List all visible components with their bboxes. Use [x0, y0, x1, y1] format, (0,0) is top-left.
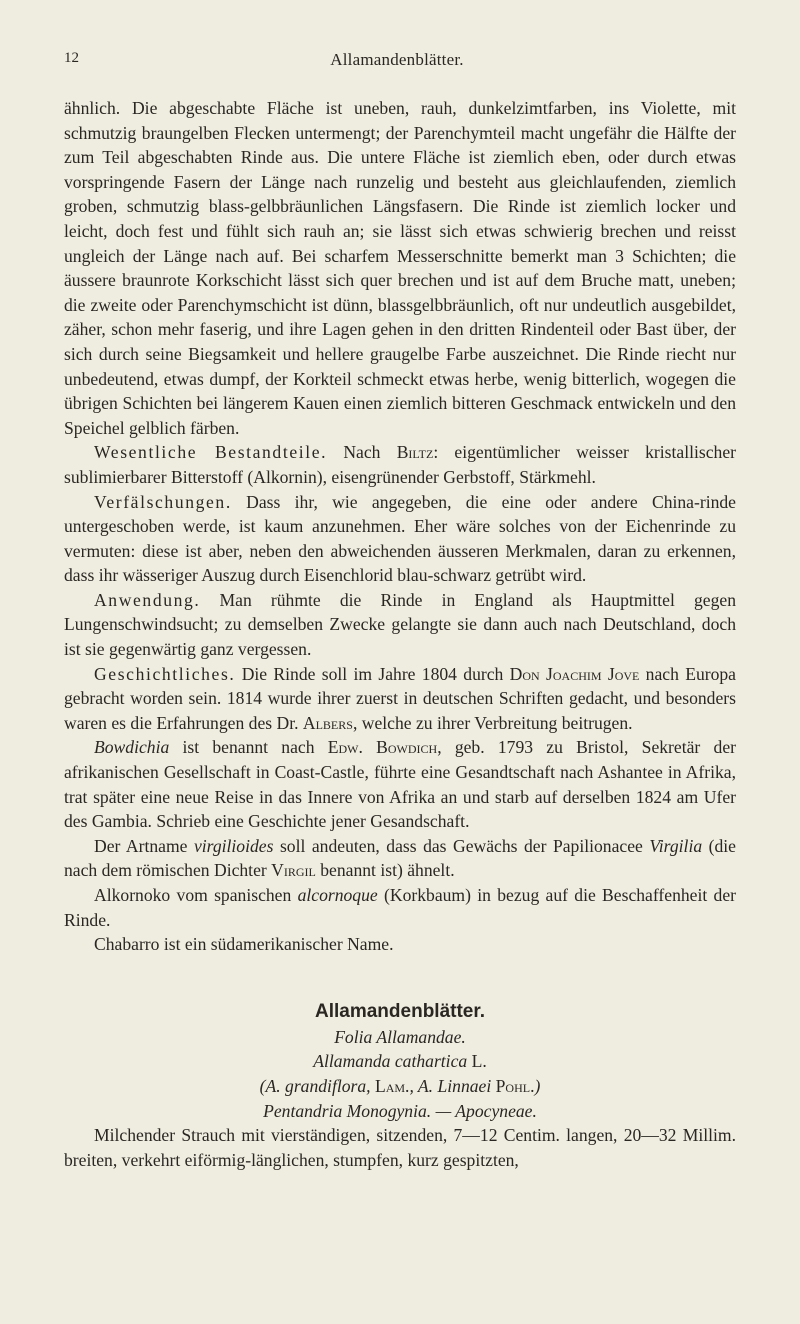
author-abbrev: Pohl. — [495, 1075, 535, 1096]
text: soll andeuten, dass das Gewächs der Papilionacee — [273, 835, 650, 856]
person-name: Edw. Bowdich — [327, 737, 438, 758]
text: (Korkbaum) in bezug auf die Beschaffenheit der Rinde. — [64, 885, 737, 930]
synonym: ) — [534, 1075, 541, 1096]
classification-text: Pentandria Monogynia. — Apocyneae. — [263, 1100, 537, 1121]
author-abbrev: Lam. — [374, 1075, 410, 1096]
author-name: Biltz — [396, 442, 434, 463]
epithet: virgilioides — [193, 835, 274, 856]
heading-application: Anwendung. — [94, 589, 201, 610]
running-head: Allamandenblätter. — [330, 50, 464, 69]
paragraph-application — [64, 588, 736, 662]
text: ist benannt nach — [169, 737, 328, 758]
text: Man rühmte die Rinde in England als Hauptmittel gegen Lungenschwindsucht; zu demselben Zwecke gelangte sie dann auch nach Deutschland, doch ist sie gegenwärtig ganz vergessen. — [64, 589, 736, 660]
text: benannt ist) ähnelt. — [315, 860, 455, 881]
paragraph-shrub-description: Milchender Strauch mit vierständigen, sitzenden, 7—12 Centim. langen, 20—32 Millim. breiten, verkehrt eiförmig-länglichen, stumpfen, kurz gespitzten, — [64, 1125, 736, 1170]
species-name — [64, 1049, 736, 1074]
text: Der Artname — [94, 835, 194, 856]
paragraph-epithet — [64, 834, 736, 883]
paragraph-adulterations — [64, 490, 736, 588]
text: Dass ihr, wie angegeben, die eine oder andere China-rinde untergeschoben werde, ist kaum anzunehmen. Eher wäre solches von der Eichenrinde zu vermuten: diese ist aber, neben den abweichenden äusseren Merkmalen, daran zu erkennen, dass ihr wässeriger Auszug durch Eisenchlorid blau-schwarz getrübt wird. — [64, 491, 736, 586]
synonyms — [64, 1074, 736, 1099]
paragraph-constituents — [64, 440, 736, 489]
paragraph-history — [64, 662, 736, 736]
paragraph-chabarro: Chabarro ist ein südamerikanischer Name. — [94, 934, 394, 955]
page-number: 12 — [64, 50, 79, 66]
latin-name: Folia Allamandae. — [334, 1026, 466, 1047]
genus-name: Virgilia — [649, 835, 703, 856]
synonym: , A. Linnaei — [409, 1075, 496, 1096]
text: (die nach dem römischen Dichter — [64, 835, 736, 881]
classification — [64, 1099, 736, 1124]
genus-name: Bowdichia — [94, 737, 170, 758]
heading-constituents: Wesentliche Bestandteile. — [94, 442, 328, 463]
synonym: (A. grandiflora, — [259, 1075, 375, 1096]
text: : eigentümlicher weisser kristallischer sublimierbarer Bitterstoff (Alkornin), eisengrünender Gerbstoff, Stärkmehl. — [64, 442, 736, 487]
text: Alkornoko vom spanischen — [94, 885, 298, 905]
text: , welche zu ihrer Verbreitung beitrugen. — [352, 712, 633, 733]
heading-adulterations: Verfälschungen. — [94, 491, 232, 512]
person-name: Albers — [302, 712, 353, 733]
body-text — [64, 96, 736, 1172]
text: nach Europa gebracht worden sein. 1814 wurde ihrer zuerst in deutschen Schriften gedacht, und besonders waren es die Erfahrungen des Dr. — [64, 663, 736, 733]
text: , geb. 1793 zu Bristol, Sekretär der afrikanischen Gesellschaft in Coast-Castle, führte eine Gesandtschaft nach Ashantee in Afrika, trat später eine neue Reise in das Innere von Afrika an und starb auf derselben 1824 am Ufer des Gambia. Schrieb eine Geschichte jener Gesandschaft. — [64, 737, 736, 832]
page-header — [64, 50, 730, 72]
author-abbrev: L. — [467, 1051, 487, 1072]
spanish-word: alcornoque — [297, 885, 378, 905]
paragraph-description: ähnlich. Die abgeschabte Fläche ist uneben, rauh, dunkelzimtfarben, ins Violette, mit schmutzig braungelben Flecken untermengt; der Parenchymteil macht ungefähr die Hälfte der zum Teil abgeschabten Rinde aus. Die untere Fläche ist ziemlich eben, oder durch etwas vorspringende Fasern der Länge nach runzelig und besteht aus gleichlaufenden, ziemlich groben, schmutzig blass-gelbbräunlichen Längsfasern. Die Rinde ist ziemlich locker und leicht, doch fest und fühlt sich rauh an; sie lässt sich etwas schwierig brechen und reisst ungleich der Länge nach auf. Bei scharfem Messerschnitte bemerkt man 3 Schichten; die äussere braunrote Korkschicht lässt sich quer brechen und ist auf dem Bruche matt, uneben; die zweite oder Parenchymschicht ist dünn, blassgelbbräunlich, oft nur undeutlich ausgebildet, zäher, schon mehr faserig, und ihre Lagen gehen in den dritten Rindenteil oder Bast über, der sich durch seine Biegsamkeit und hellere graugelbe Farbe auszeichnet. Die Rinde riecht nur unbedeutend, etwas dumpf, der Korkteil schmeckt etwas herbe, wenig bitterlich, wogegen die übrigen Schichten bei längerem Kauen einen ziemlich bitteren Geschmack entwickeln und den Speichel gelblich färben. — [64, 98, 736, 438]
text: Die Rinde soll im Jahre 1804 durch — [235, 663, 510, 684]
text: Nach — [327, 442, 397, 463]
person-name: Virgil — [271, 860, 316, 881]
latin-name: Allamanda cathartica — [313, 1051, 468, 1072]
paragraph-alkornoko — [64, 883, 736, 932]
heading-history: Geschichtliches. — [94, 663, 236, 684]
drug-name — [64, 1025, 736, 1050]
person-name: Don Joachim Jove — [509, 663, 640, 684]
paragraph-bowdichia — [64, 735, 736, 833]
section-title: Allamandenblätter. — [315, 1000, 485, 1022]
